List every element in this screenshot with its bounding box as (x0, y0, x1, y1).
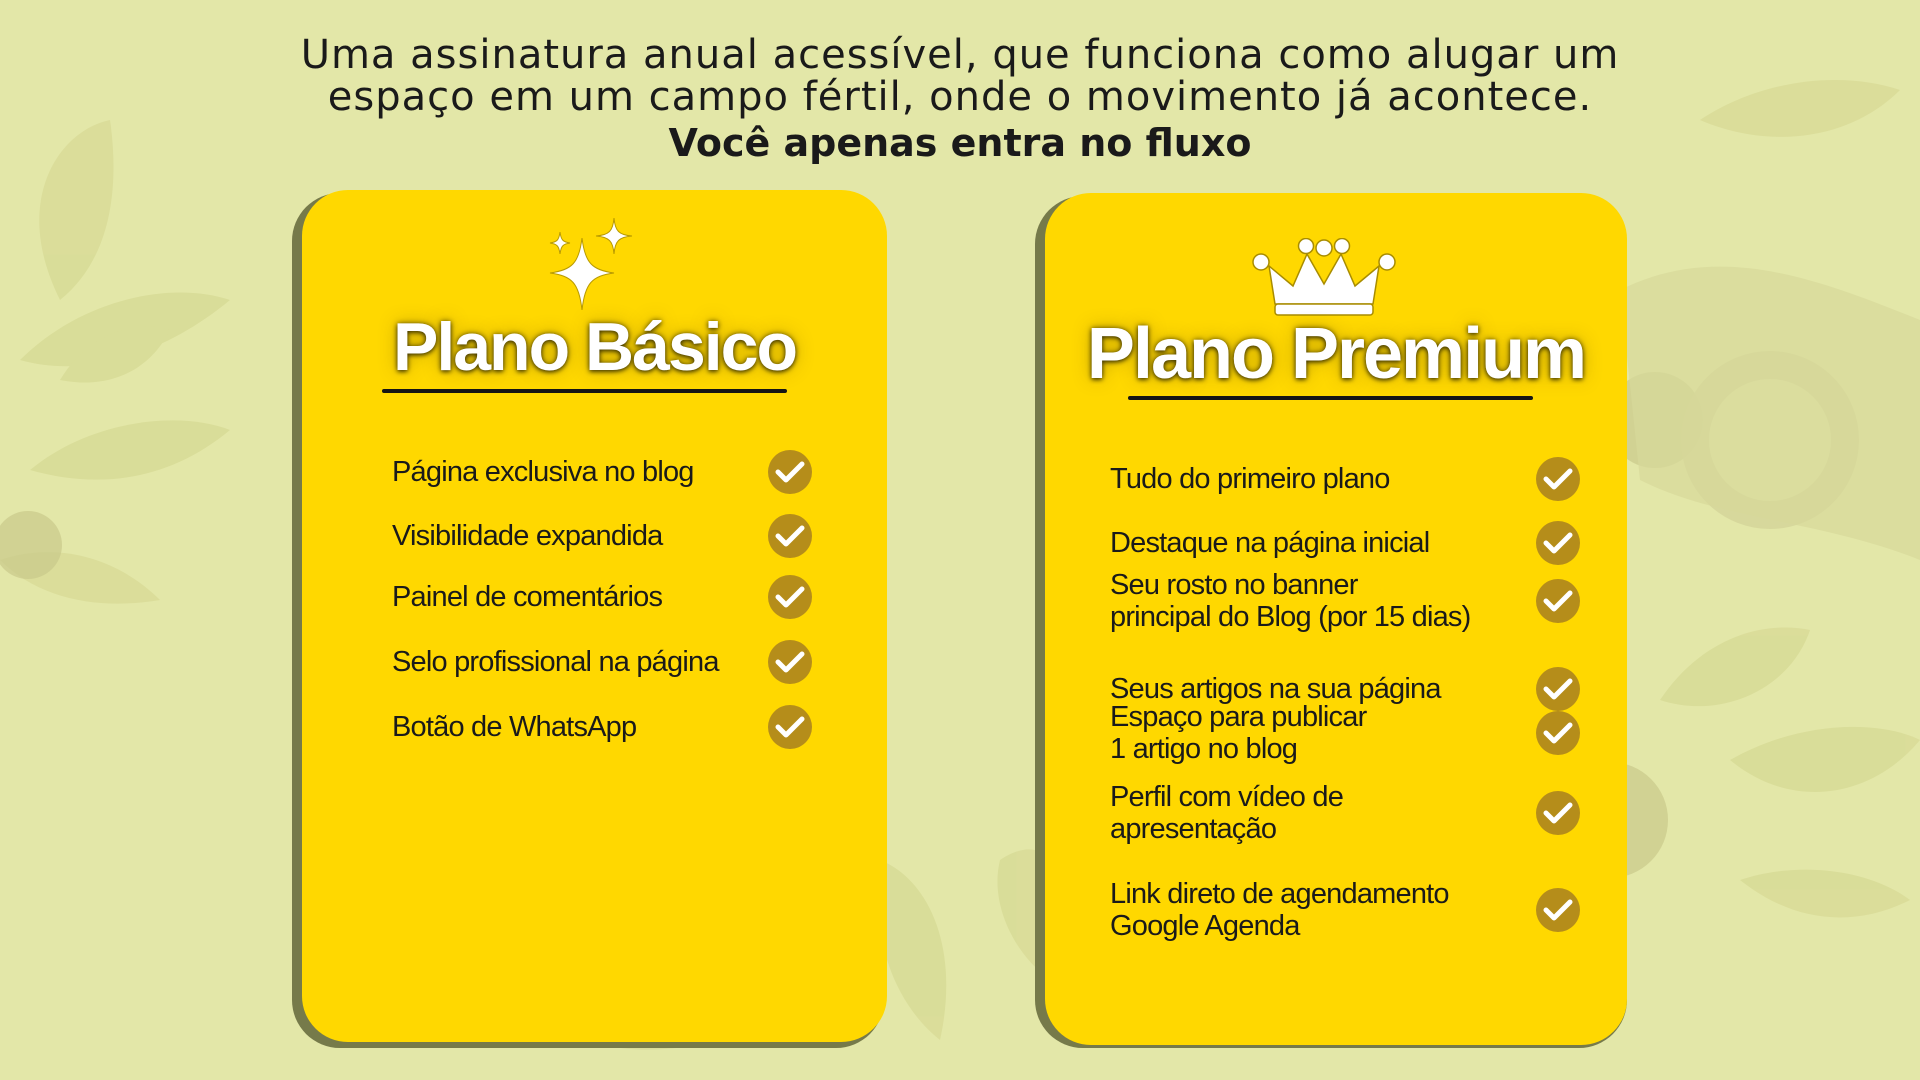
feature-list (1110, 457, 1580, 1017)
feature-label: Botão de WhatsApp (392, 711, 637, 743)
checkmark-icon (768, 450, 812, 494)
feature-label: Tudo do primeiro plano (1110, 463, 1390, 495)
feature-item (1110, 521, 1580, 565)
feature-label: Visibilidade expandida (392, 520, 663, 552)
feature-label: Link direto de agendamento Google Agenda (1110, 878, 1449, 942)
feature-item (392, 640, 812, 684)
checkmark-icon (768, 514, 812, 558)
feature-item (1110, 457, 1580, 501)
checkmark-icon (768, 705, 812, 749)
checkmark-icon (768, 575, 812, 619)
feature-list (392, 450, 812, 990)
feature-item (1110, 878, 1580, 942)
feature-label: Painel de comentários (392, 581, 663, 613)
header-line-2: espaço em um campo fértil, onde o movimento já acontece. (327, 74, 1593, 120)
feature-item (1110, 781, 1580, 845)
header-tagline: Você apenas entra no fluxo (668, 121, 1252, 165)
feature-label: Espaço para publicar 1 artigo no blog (1110, 701, 1367, 765)
checkmark-icon (1536, 579, 1580, 623)
checkmark-icon (1536, 888, 1580, 932)
checkmark-icon (1536, 521, 1580, 565)
checkmark-icon (1536, 457, 1580, 501)
checkmark-icon (768, 640, 812, 684)
feature-item (392, 514, 812, 558)
feature-item (1110, 569, 1580, 633)
feature-item (392, 705, 812, 749)
feature-label: Selo profissional na página (392, 646, 719, 678)
plan-card-premium (1045, 193, 1627, 1045)
checkmark-icon (1536, 711, 1580, 755)
feature-label: Destaque na página inicial (1110, 527, 1430, 559)
feature-label: Perfil com vídeo de apresentação (1110, 781, 1344, 845)
feature-label: Página exclusiva no blog (392, 456, 694, 488)
feature-label: Seus artigos na sua página (1110, 673, 1441, 705)
header (0, 34, 1920, 166)
plan-card-basic (302, 190, 887, 1042)
title-underline (1128, 396, 1533, 400)
feature-item (392, 575, 812, 619)
sparkles-icon (542, 218, 637, 313)
plan-title: Plano Premium (1086, 314, 1586, 394)
header-line-1: Uma assinatura anual acessível, que funciona como alugar um (300, 32, 1620, 78)
feature-item (1110, 701, 1580, 765)
checkmark-icon (1536, 791, 1580, 835)
crown-icon (1251, 238, 1397, 316)
plan-title: Plano Básico (392, 309, 797, 385)
feature-label: Seu rosto no banner principal do Blog (por 15 dias) (1110, 569, 1471, 633)
feature-item (392, 450, 812, 494)
title-underline (382, 389, 787, 393)
